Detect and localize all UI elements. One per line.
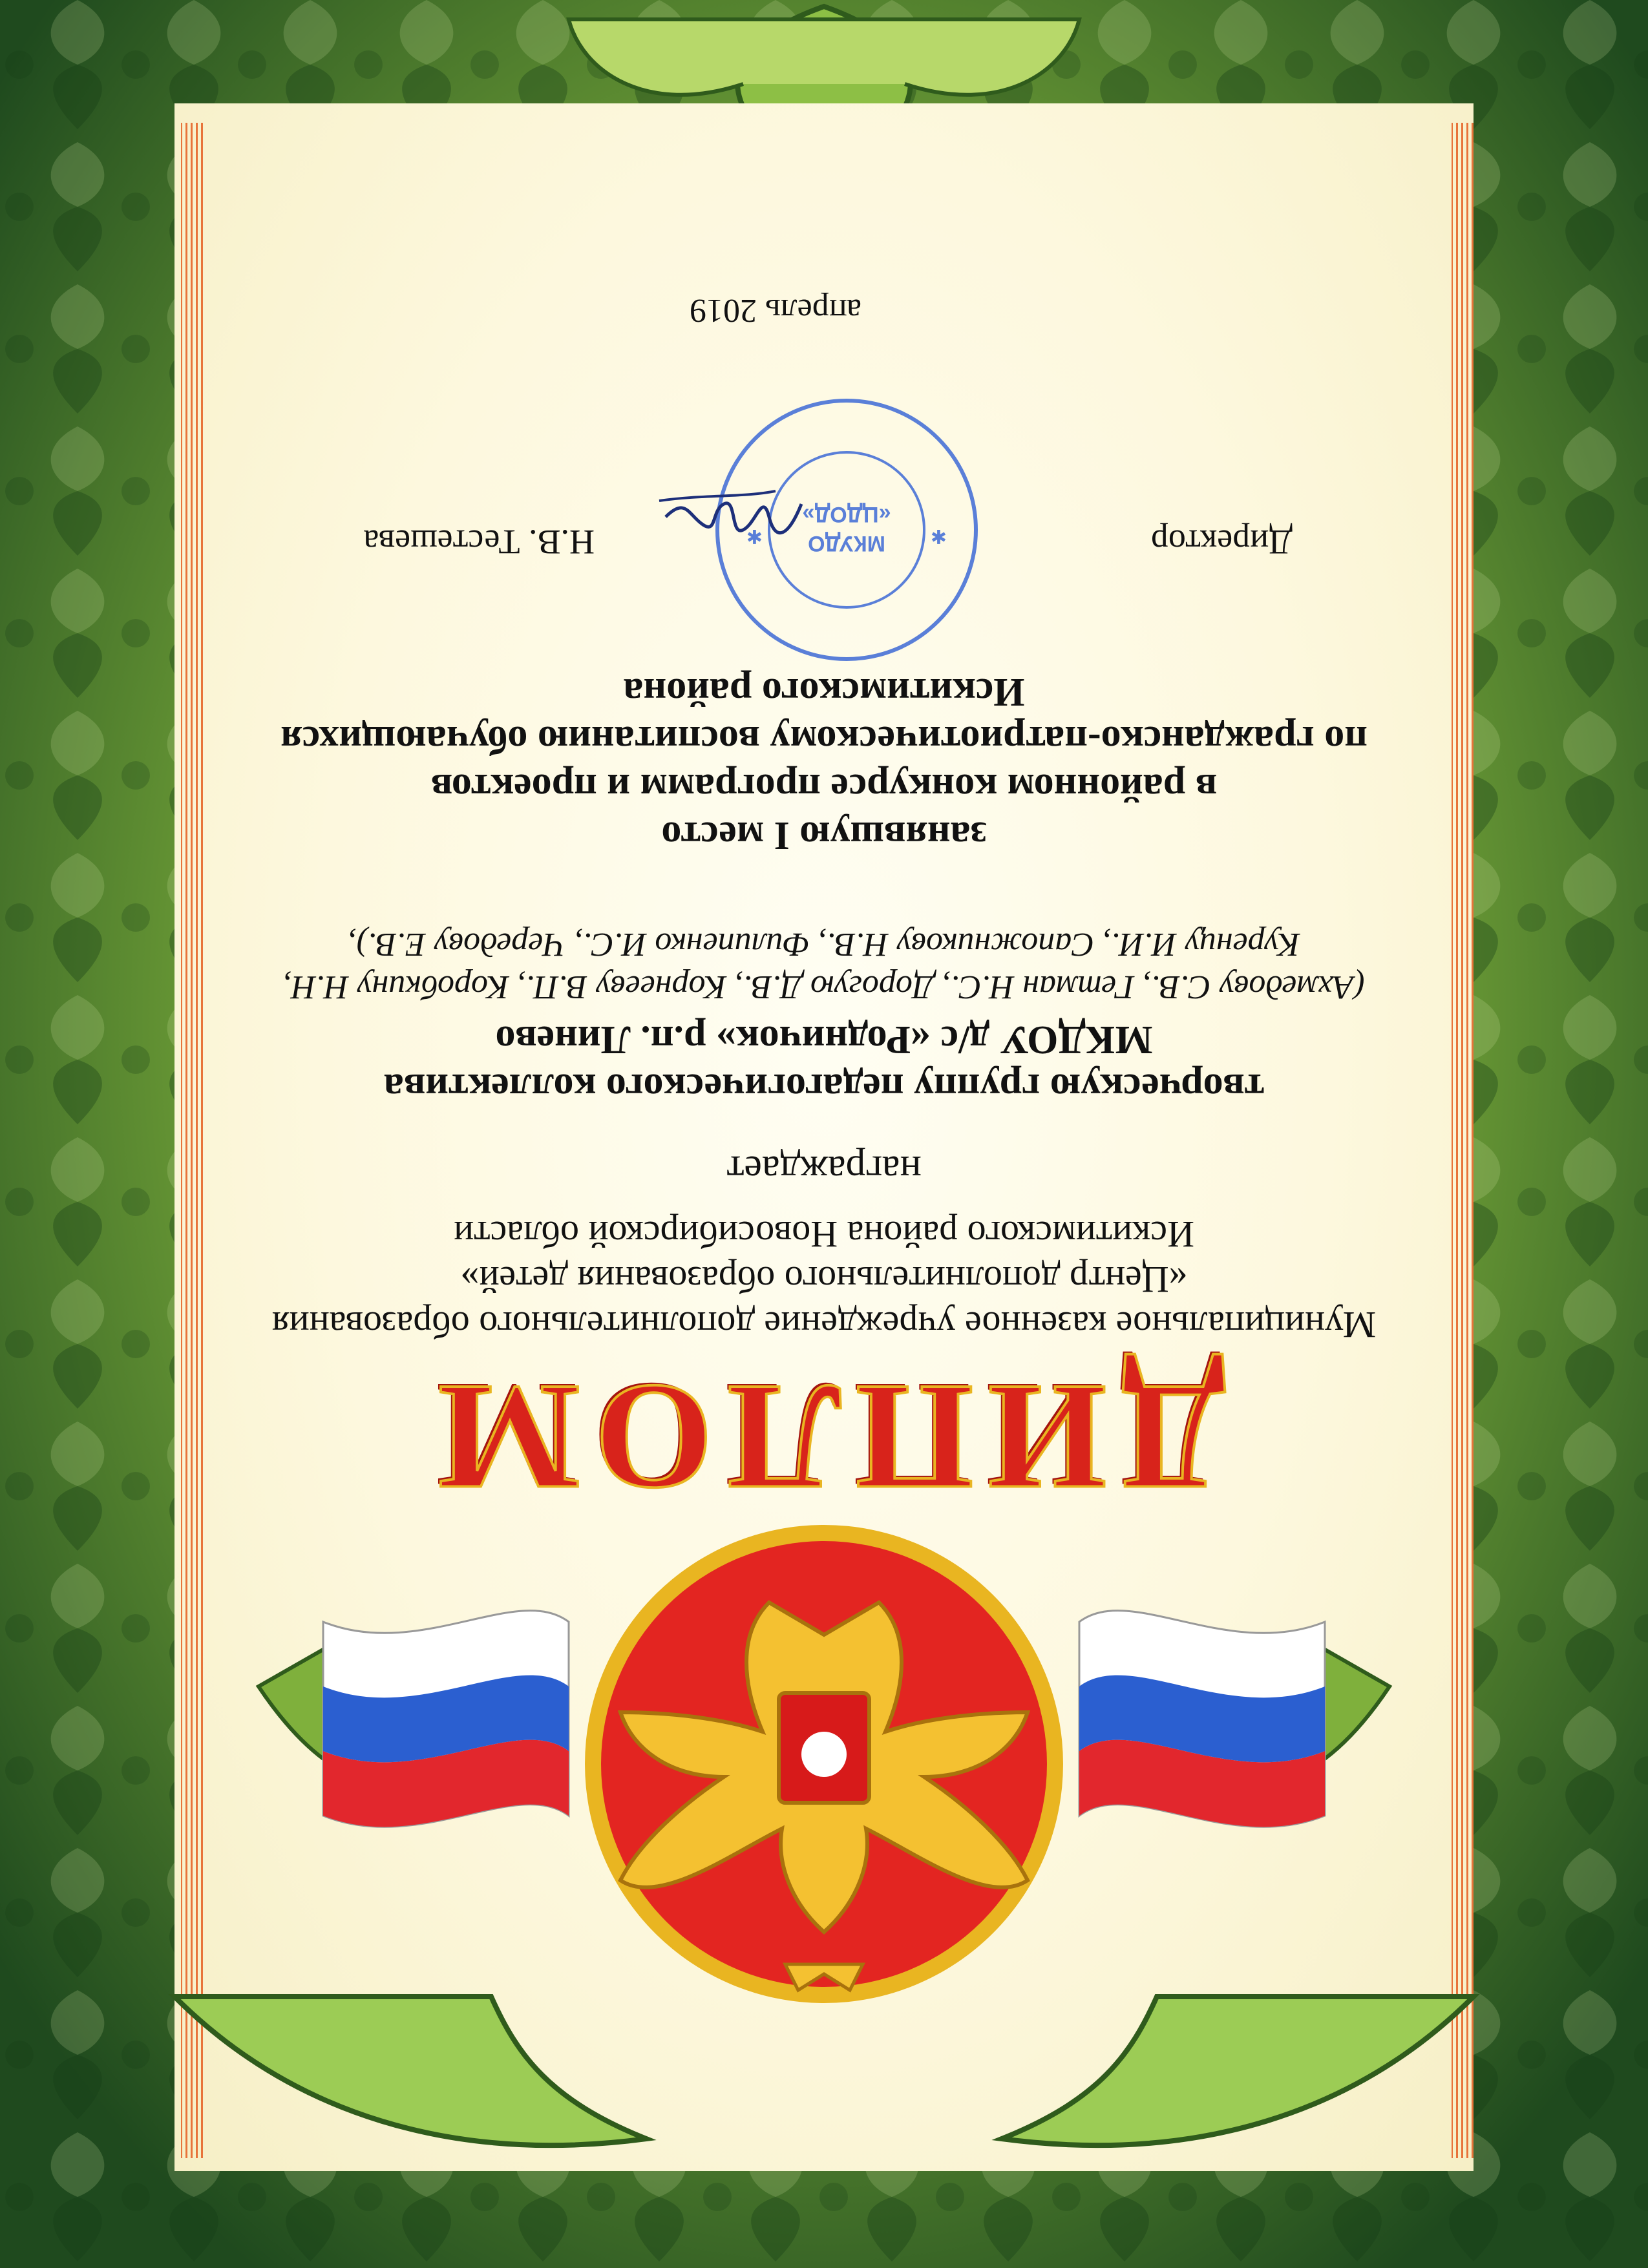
issue-date: апрель 2019 [690, 292, 861, 329]
achievement-line: в районном конкурсе программ и проектов [430, 766, 1218, 810]
achievement-line: Искитимского района [623, 670, 1025, 714]
left-border-rule [1452, 123, 1474, 2158]
recipient-line: МКДОУ д/с «Родничок» р.п. Линево [495, 1018, 1153, 1062]
org-line: Искитимского района Новосибирской области [454, 1213, 1194, 1255]
signatory-name: Н.В. Тестешева [363, 523, 595, 562]
recipient-line: творческую группу педагогического коллектива [383, 1066, 1265, 1109]
svg-text:МКУДО: МКУДО [807, 531, 886, 556]
members-line: Куренцу И.И., Сапожникову Н.В., Филипенко И.С., Чередову Е.В.), [348, 926, 1300, 963]
diploma-title: ДИПЛОМ [422, 1353, 1226, 1522]
svg-text:«ЦДОД»: «ЦДОД» [802, 502, 891, 527]
svg-text:✱: ✱ [930, 525, 947, 547]
signatory-title: Директор [1150, 523, 1293, 562]
recipient [0, 1016, 1648, 1111]
members-line: (Ахмедову С.В., Гетман Н.С., Дорогую Д.В., Корнееву В.П., Коробкину Н.Н, [283, 969, 1365, 1005]
org-line: «Центр дополнительного образования детей» [460, 1259, 1188, 1301]
achievement-line: по гражданско-патриотическому воспитанию обучающихся [280, 718, 1368, 762]
signature-icon [646, 472, 814, 562]
achievement [0, 668, 1648, 859]
right-border-rule [181, 123, 203, 2158]
org-line: Муниципальное казенное учреждение дополнительного образования [271, 1304, 1377, 1346]
awards-verb: награждает [726, 1148, 922, 1192]
team-members [0, 923, 1648, 1008]
issuing-organization [0, 1212, 1648, 1347]
svg-text:✱: ✱ [746, 525, 763, 547]
achievement-line: занявшую I место [661, 814, 987, 857]
